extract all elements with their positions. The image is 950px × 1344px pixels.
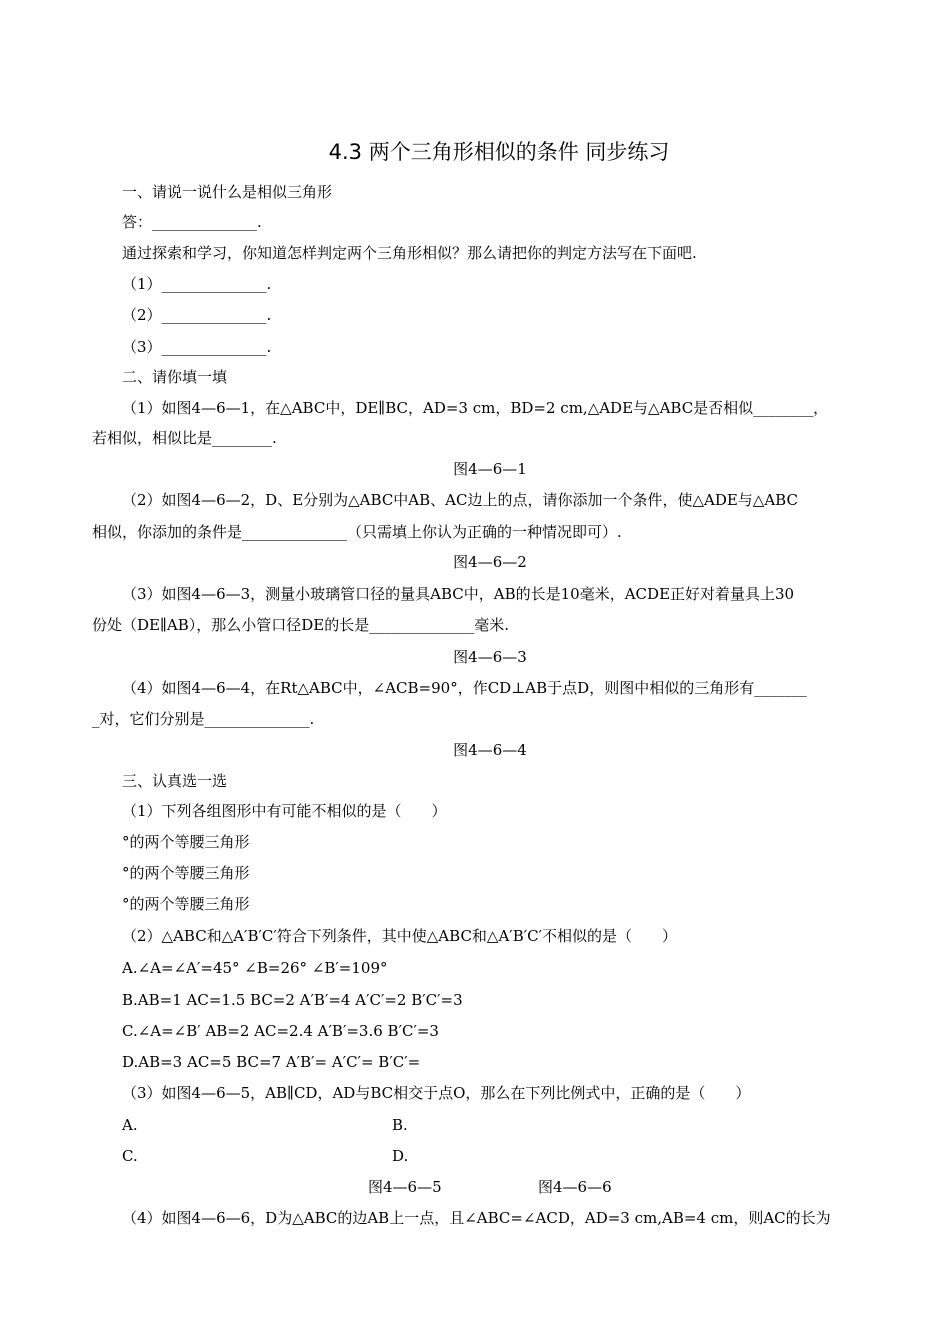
question-text: （4）如图4—6—4，在Rt△ABC中，∠ACB=90°，作CD⊥AB于点D，则图中相似的三角形有_______ <box>122 679 807 697</box>
figure-caption: 图4—6—4 <box>453 741 527 759</box>
option-line: °的两个等腰三角形 <box>122 864 250 882</box>
question-text: 相似，你添加的条件是______________（只需填上你认为正确的一种情况即可）. <box>92 523 622 541</box>
option-line: °的两个等腰三角形 <box>122 833 250 851</box>
blank-item-3: （3）______________. <box>122 338 272 356</box>
figure-caption: 图4—6—2 <box>453 553 527 571</box>
figure-caption: 图4—6—3 <box>453 648 527 666</box>
question-text: （2）△ABC和△A′B′C′符合下列条件，其中使△ABC和△A′B′C′不相似的是（ ） <box>122 927 678 945</box>
option-b: B.AB=1 AC=1.5 BC=2 A′B′=4 A′C′=2 B′C′=3 <box>122 991 463 1009</box>
option-b: B. <box>392 1116 408 1134</box>
option-line: °的两个等腰三角形 <box>122 895 250 913</box>
section-1-heading: 一、请说一说什么是相似三角形 <box>122 183 333 201</box>
figure-caption: 图4—6—1 <box>453 460 527 478</box>
figure-caption: 图4—6—6 <box>538 1178 612 1196</box>
figure-caption: 图4—6—5 <box>368 1178 442 1196</box>
section-2-heading: 二、请你填一填 <box>122 368 228 386</box>
question-text: （3）如图4—6—3，测量小玻璃管口径的量具ABC中，AB的长是10毫米，ACDE正好对着量具上30 <box>122 585 795 603</box>
question-text: （1）如图4—6—1，在△ABC中，DE∥BC，AD=3 cm，BD=2 cm,△ADE与△ABC是否相似________， <box>122 399 829 417</box>
answer-line: 答：______________. <box>122 213 262 231</box>
option-c: C.∠A=∠B′ AB=2 AC=2.4 A′B′=3.6 B′C′=3 <box>122 1022 439 1040</box>
option-a: A.∠A=∠A′=45° ∠B=26° ∠B′=109° <box>122 959 388 977</box>
question-text: （3）如图4—6—5，AB∥CD，AD与BC相交于点O，那么在下列比例式中，正确的是（ ） <box>122 1084 751 1102</box>
option-d: D. <box>392 1147 409 1165</box>
question-text: （4）如图4—6—6，D为△ABC的边AB上一点，且∠ABC=∠ACD，AD=3 cm,AB=4 cm，则AC的长为 <box>122 1209 831 1227</box>
question-text: _对，它们分别是______________. <box>92 710 315 728</box>
blank-item-1: （1）______________. <box>122 275 272 293</box>
option-a: A. <box>122 1116 138 1134</box>
question-text: （2）如图4—6—2，D、E分别为△ABC中AB、AC边上的点，请你添加一个条件，使△ADE与△ABC <box>122 491 798 509</box>
question-text: 若相似，相似比是________. <box>92 429 277 447</box>
question-text: （1）下列各组图形中有可能不相似的是（ ） <box>122 802 447 820</box>
question-text: 份处（DE∥AB），那么小管口径DE的长是______________毫米. <box>92 616 510 634</box>
paragraph: 通过探索和学习，你知道怎样判定两个三角形相似？那么请把你的判定方法写在下面吧. <box>122 244 697 262</box>
section-3-heading: 三、认真选一选 <box>122 772 228 790</box>
option-c: C. <box>122 1147 138 1165</box>
blank-item-2: （2）______________. <box>122 306 272 324</box>
option-d: D.AB=3 AC=5 BC=7 A′B′= A′C′= B′C′= <box>122 1053 421 1071</box>
page-title: 4.3 两个三角形相似的条件 同步练习 <box>328 140 670 164</box>
